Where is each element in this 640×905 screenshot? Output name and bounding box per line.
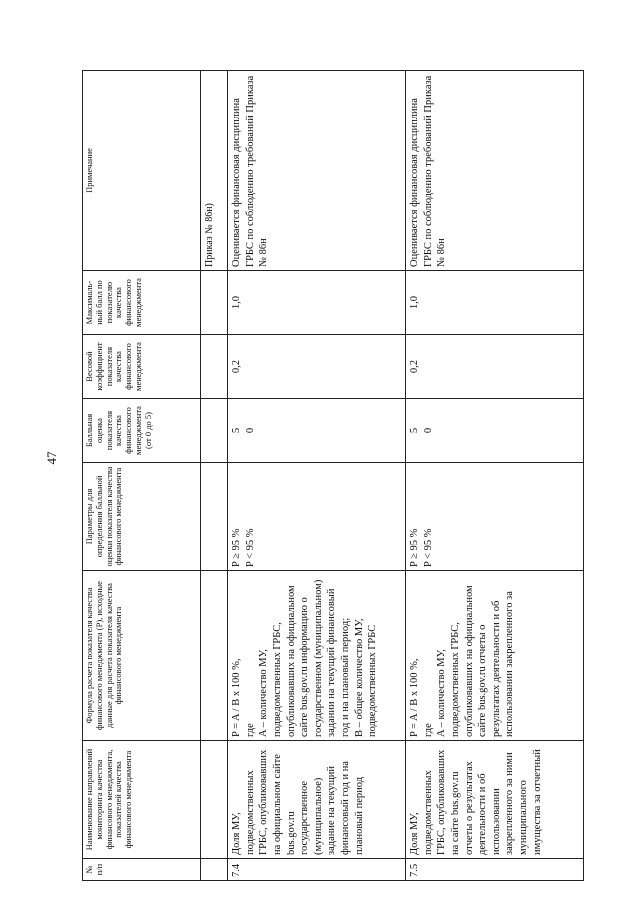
params-cell: P ≥ 95 % P < 95 %	[406, 463, 584, 571]
params-cell: P ≥ 95 % P < 95 %	[228, 463, 406, 571]
header-formula: Формула расчета показателя качества финансового менеджмента (P), исходные данные для расчета показателя качества финансового менеджмента	[83, 571, 201, 741]
header-weight: Весовой коэффициент показателя качества финансового менеджмента	[83, 335, 201, 399]
formula-cell: P = A / B x 100 %, где A – количество МУ, подведомственных ГРБС, опубликовавших на официальном сайте bus.gov.ru отчеты о результатах деятельности и об использовании закрепленного за	[406, 571, 584, 741]
score-cell: 5 0	[406, 399, 584, 463]
row-number: 7.4	[228, 859, 406, 881]
indicator-name: Доля МУ, подведомственных ГРБС, опубликовавших на сайте bus.gov.ru отчеты о результатах деятельности и об использовании закрепленного за ними муниципального имущества за отчетный	[406, 741, 584, 859]
header-params: Параметры для определения балльной оценки показателя качества финансового менеджмента	[83, 463, 201, 571]
weight-cell: 0,2	[228, 335, 406, 399]
row-number: 7.5	[406, 859, 584, 881]
table-row	[406, 71, 584, 881]
page-number: 47	[44, 451, 59, 465]
max-score-cell: 1,0	[406, 271, 584, 335]
continuation-row	[201, 71, 228, 881]
indicator-name: Доля МУ, подведомственных ГРБС, опубликовавших на официальном сайте bus.gov.ru государственное (муниципальное) задание на текущий финансовый год и на плановый период	[228, 741, 406, 859]
header-number: № п/п	[83, 859, 201, 881]
continuation-note: Приказ № 86н)	[201, 71, 228, 271]
score-cell: 5 0	[228, 399, 406, 463]
table-row	[228, 71, 406, 881]
monitoring-table-sheet	[82, 71, 600, 881]
note-cell: Оценивается финансовая дисциплина ГРБС по соблюдению требований Приказа № 86н	[228, 71, 406, 271]
table-header-row	[83, 71, 201, 881]
note-cell: Оценивается финансовая дисциплина ГРБС по соблюдению требований Приказа № 86н	[406, 71, 584, 271]
header-note: Примечание	[83, 71, 201, 271]
formula-cell: P = A / B x 100 %, где A – количество МУ, подведомственных ГРБС, опубликовавших на официальном сайте bus.gov.ru информацию о государственном (муниципальном) задании на текущий финансовый год и на плановый период; B – общее количество МУ, подведомственных ГРБС	[228, 571, 406, 741]
weight-cell: 0,2	[406, 335, 584, 399]
header-name: Наименование направлений мониторинга качества финансового менеджмента, показателей качества финансового менеджмента	[83, 741, 201, 859]
max-score-cell: 1,0	[228, 271, 406, 335]
header-max-score: Максималь-ный балл по показателю качества финансового менеджмента	[83, 271, 201, 335]
monitoring-table	[82, 70, 584, 881]
header-score: Балльная оценка показателя качества финансового менеджмента (от 0 до 5)	[83, 399, 201, 463]
